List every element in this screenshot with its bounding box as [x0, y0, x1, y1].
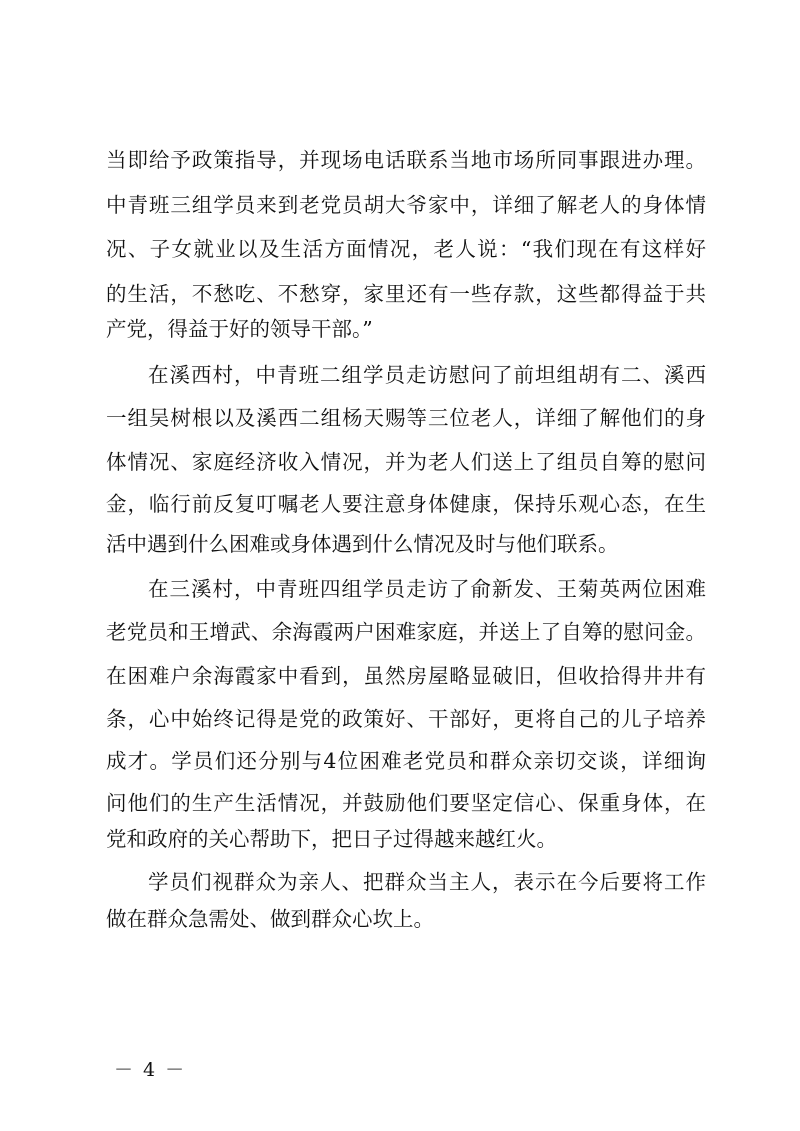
paragraph-2-line-5: 活中遇到什么困难或身体遇到什么情况及时与他们联系。 — [106, 532, 619, 556]
paragraph-1-line-3: 况、子女就业以及生活方面情况，老人说：“我们现在有这样好 — [106, 237, 706, 261]
paragraph-4-line-2: 做在群众急需处、做到群众心坎上。 — [106, 907, 434, 931]
paragraph-4-line-1: 学员们视群众为亲人、把群众当主人，表示在今后要将工作 — [148, 870, 706, 894]
paragraph-3-line-5: 成才。学员们还分别与4位困难老党员和群众亲切交谈，详细询 — [106, 749, 706, 773]
page-number: － 4 － — [114, 1059, 187, 1081]
paragraph-3-line-3: 在困难户余海霞家中看到，虽然房屋略显破旧，但收拾得井井有 — [106, 664, 706, 688]
paragraph-1-line-4: 的生活，不愁吃、不愁穿，家里还有一些存款，这些都得益于共 — [106, 282, 706, 306]
paragraph-1-line-5: 产党，得益于好的领导干部。” — [106, 317, 373, 341]
paragraph-3-line-7: 党和政府的关心帮助下，把日子过得越来越红火。 — [106, 827, 557, 851]
paragraph-2-line-1: 在溪西村，中青班二组学员走访慰问了前坦组胡有二、溪西 — [148, 363, 706, 387]
paragraph-3-line-1: 在三溪村，中青班四组学员走访了俞新发、王菊英两位困难 — [148, 577, 706, 601]
paragraph-2-line-4: 金，临行前反复叮嘱老人要注意身体健康，保持乐观心态，在生 — [106, 492, 706, 516]
paragraph-2-line-3: 体情况、家庭经济收入情况，并为老人们送上了组员自筹的慰问 — [106, 450, 706, 474]
paragraph-3-line-6: 问他们的生产生活情况，并鼓励他们要坚定信心、保重身体，在 — [106, 791, 706, 815]
paragraph-3-line-2: 老党员和王增武、余海霞两户困难家庭，并送上了自筹的慰问金。 — [106, 620, 706, 644]
paragraph-3-line-4: 条，心中始终记得是党的政策好、干部好，更将自己的儿子培养 — [106, 707, 706, 731]
paragraph-1-line-2: 中青班三组学员来到老党员胡大爷家中，详细了解老人的身体情 — [106, 193, 706, 217]
paragraph-1-line-1: 当即给予政策指导，并现场电话联系当地市场所同事跟进办理。 — [106, 148, 706, 172]
paragraph-2-line-2: 一组吴树根以及溪西二组杨天赐等三位老人，详细了解他们的身 — [106, 406, 706, 430]
